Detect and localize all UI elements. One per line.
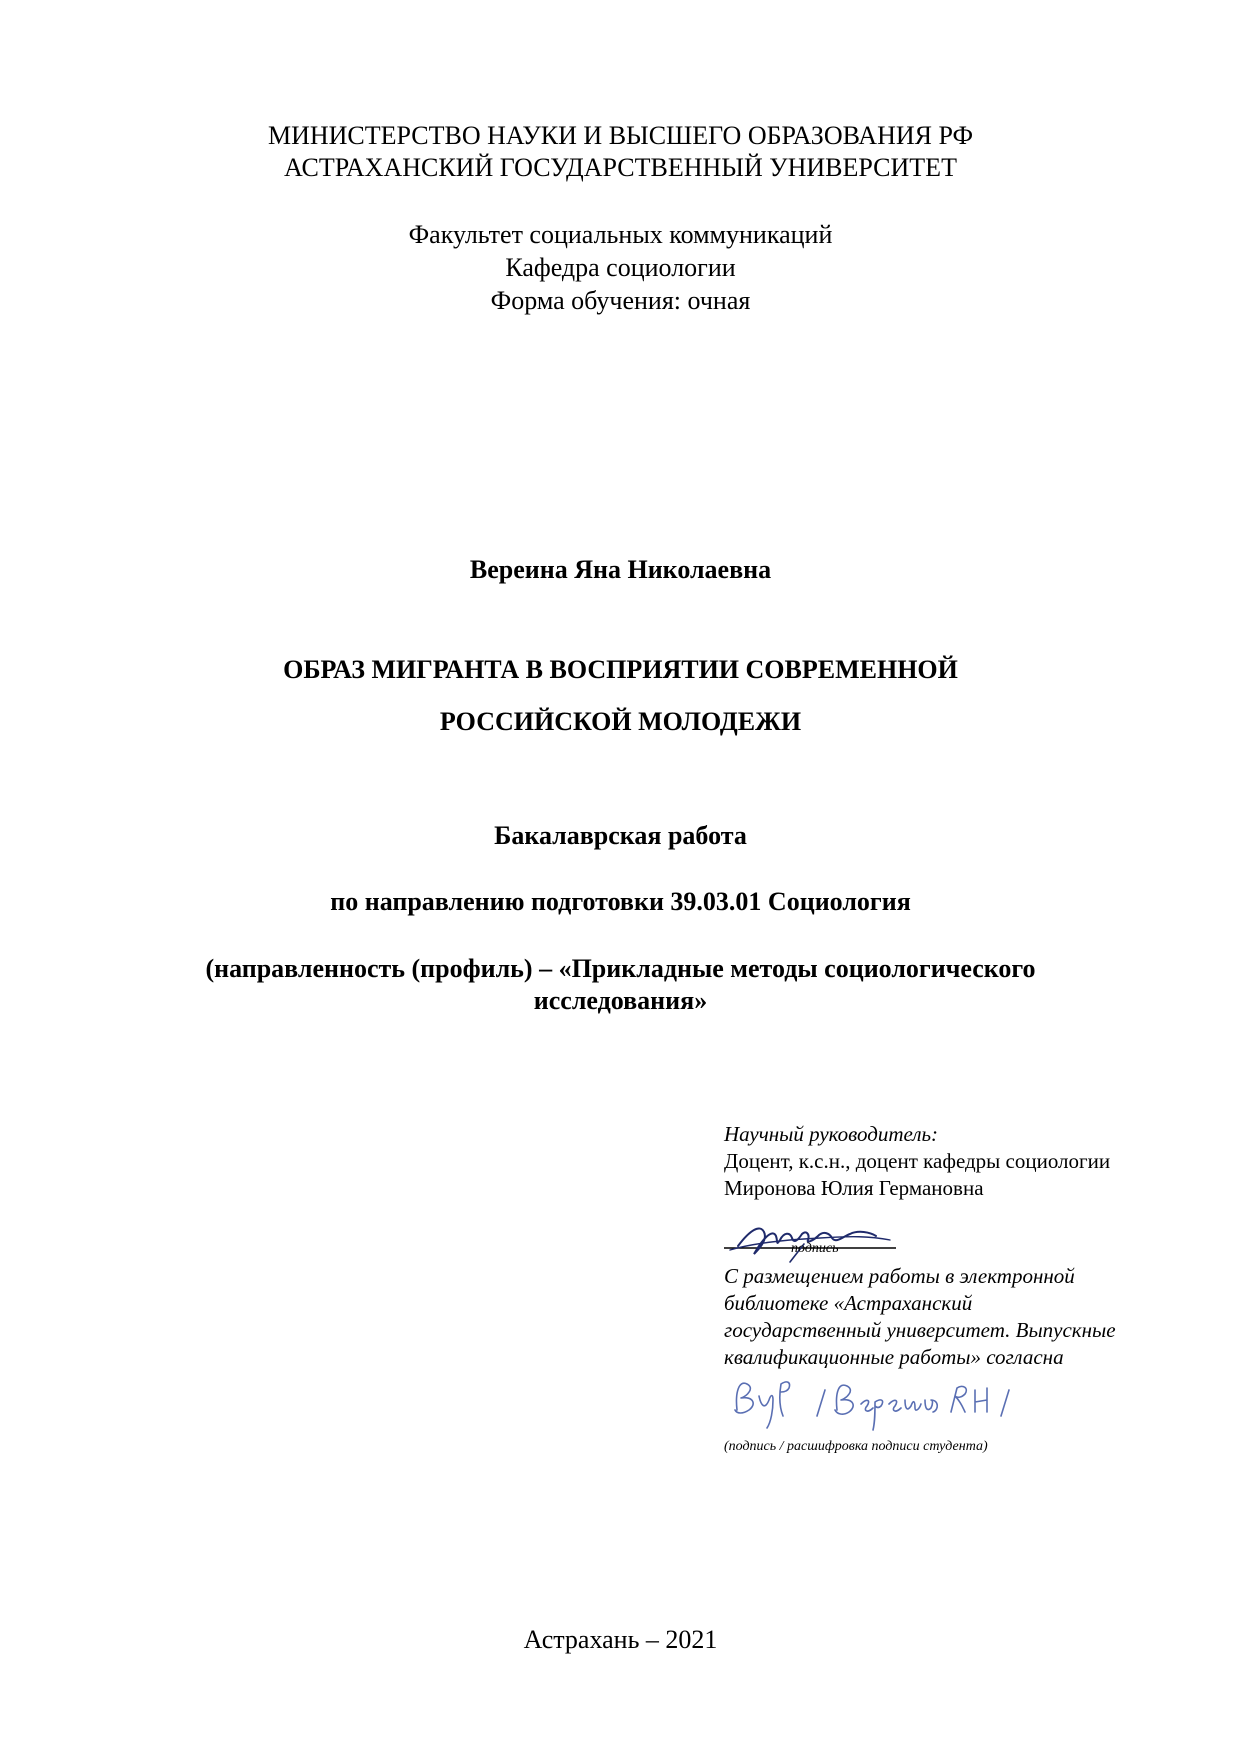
student-signature (725, 1370, 1025, 1440)
supervisor-name: Миронова Юлия Германовна (724, 1176, 984, 1200)
profile-line2: исследования» (533, 986, 708, 1015)
work-type: Бакалаврская работа (494, 821, 747, 850)
study-form: Форма обучения: очная (490, 286, 751, 315)
study-direction: по направлению подготовки 39.03.01 Социология (330, 887, 911, 916)
university-name: АСТРАХАНСКИЙ ГОСУДАРСТВЕННЫЙ УНИВЕРСИТЕТ (284, 153, 957, 182)
consent-line3: государственный университет. Выпускные (724, 1318, 1116, 1342)
author-name: Вереина Яна Николаевна (469, 555, 772, 584)
consent-line4: квалификационные работы» согласна (724, 1345, 1064, 1369)
faculty-name: Факультет социальных коммуникаций (408, 220, 833, 249)
department-name: Кафедра социологии (505, 253, 736, 282)
supervisor-signature-caption: подпись (791, 1241, 839, 1256)
thesis-title-line2: РОССИЙСКОЙ МОЛОДЕЖИ (439, 707, 802, 736)
consent-line2: библиотеке «Астраханский (724, 1291, 973, 1315)
student-signature-caption: (подпись / расшифровка подписи студента) (724, 1439, 988, 1454)
ministry-name: МИНИСТЕРСТВО НАУКИ И ВЫСШЕГО ОБРАЗОВАНИЯ РФ (267, 121, 974, 150)
consent-line1: С размещением работы в электронной (724, 1264, 1075, 1288)
supervisor-label: Научный руководитель: (724, 1122, 939, 1146)
profile-line1: (направленность (профиль) – «Прикладные методы социологического (205, 954, 1036, 983)
city-year: Астрахань – 2021 (523, 1625, 718, 1654)
thesis-title-line1: ОБРАЗ МИГРАНТА В ВОСПРИЯТИИ СОВРЕМЕННОЙ (283, 655, 958, 684)
supervisor-position: Доцент, к.с.н., доцент кафедры социологии (724, 1149, 1111, 1173)
